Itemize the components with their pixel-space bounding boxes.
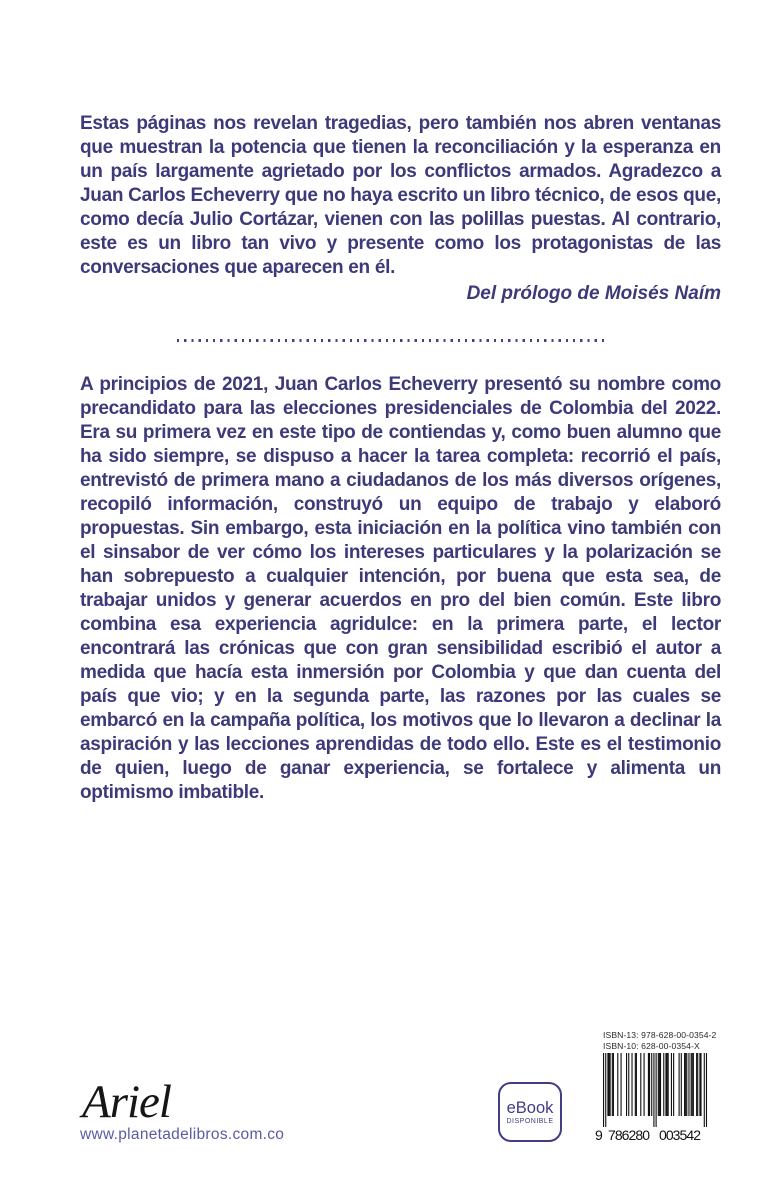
dotted-divider <box>177 339 607 342</box>
barcode-block <box>595 1030 717 1143</box>
isbn13-label: ISBN-13: 978-628-00-0354-2 <box>603 1030 717 1040</box>
prologue-attribution: Del prólogo de Moisés Naím <box>466 283 721 304</box>
barcode-digits-left: 786280 <box>608 1127 650 1143</box>
synopsis-block <box>80 373 721 805</box>
ean13-barcode <box>595 1053 713 1143</box>
barcode-digits-right: 003542 <box>659 1127 701 1143</box>
ebook-badge-title: eBook <box>506 1098 554 1117</box>
publisher-logo-ariel: Ariel <box>82 1076 171 1128</box>
barcode-bars <box>603 1053 707 1127</box>
prologue-quote-block <box>80 112 721 306</box>
prologue-quote-text: Estas páginas nos revelan tragedias, pero también nos abren ventanas que muestran la potencia que tienen la reconciliación y la esperanza en un país largamente agrietado por los conflictos armados. Agradezco a Juan Carlos Echeverry que no haya escrito un libro técnico, de esos que, como decía Julio Cortázar, vienen con las polillas puestas. Al contrario, este es un libro tan vivo y presente como los protagonistas de las conversaciones que aparecen en él. <box>80 113 721 278</box>
barcode-digit-first: 9 <box>595 1127 603 1143</box>
ebook-badge-subtitle: DISPONIBLE <box>506 1117 554 1125</box>
isbn10-label: ISBN-10: 628-00-0354-X <box>603 1041 700 1051</box>
synopsis-text: A principios de 2021, Juan Carlos Echeverry presentó su nombre como precandidato para las elecciones presidenciales de Colombia del 2022. Era su primera vez en este tipo de contiendas y, como buen alumno que ha sido siempre, se dispuso a hacer la tarea completa: recorrió el país, entrevistó de primera mano a ciudadanos de los más diversos orígenes, recopiló información, construyó un equipo de trabajo y elaboró propuestas. Sin embargo, esta iniciación en la política vino también con el sinsabor de ver cómo los intereses particulares y la polarización se han sobrepuesto a cualquier intención, por buena que esta sea, de trabajar unidos y generar acuerdos en pro del bien común. Este libro combina esa experiencia agridulce: en la primera parte, el lector encontrará las crónicas que con gran sensibilidad escribió el autor a medida que hacía esta inmersión por Colombia y que dan cuenta del país que vio; y en la segunda parte, las razones por las cuales se embarcó en la campaña política, los motivos que lo llevaron a declinar la aspiración y las lecciones aprendidas de todo ello. Este es el testimonio de quien, luego de ganar experiencia, se fortalece y alimenta un optimismo imbatible. <box>80 374 721 803</box>
publisher-website-url: www.planetadelibros.com.co <box>80 1126 285 1143</box>
ebook-available-badge <box>498 1082 562 1142</box>
